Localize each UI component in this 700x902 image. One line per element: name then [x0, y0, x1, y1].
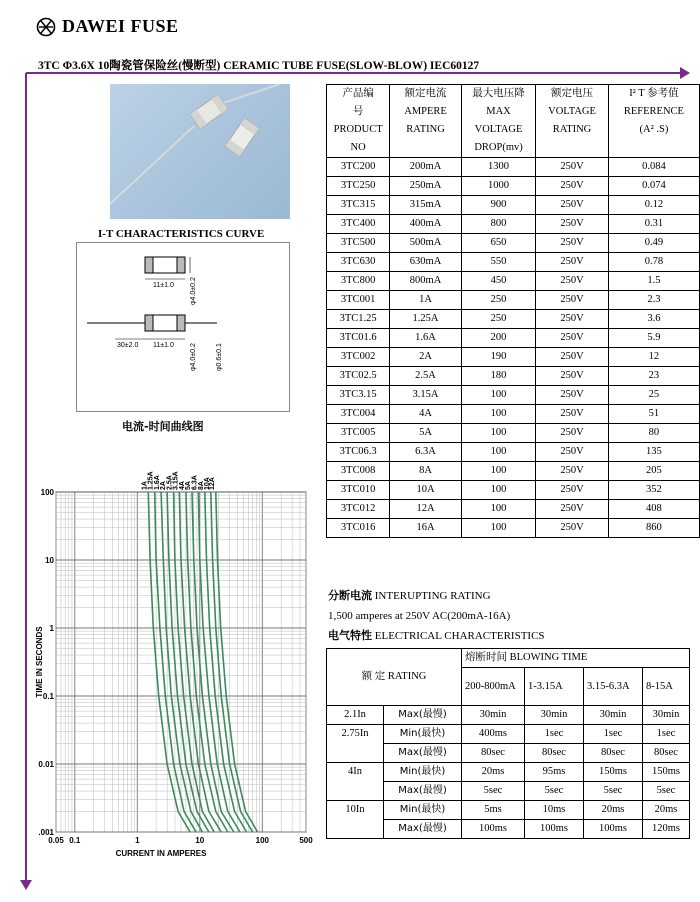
spec-cell: 1000: [461, 177, 535, 196]
spec-cell: 100: [461, 462, 535, 481]
blowing-time-cell: 400ms: [462, 725, 525, 744]
rating-cell: 4In: [327, 763, 384, 801]
spec-cell: 250V: [536, 329, 609, 348]
series-label: 1.25A: [147, 471, 155, 490]
interrupting-section: [328, 586, 545, 646]
spec-cell: 250V: [536, 462, 609, 481]
blowing-time-cell: 100ms: [462, 820, 525, 839]
spec-cell: 100: [461, 500, 535, 519]
y-tick-label: 0.01: [38, 760, 54, 769]
range-header-cell: 3.15-6.3A: [584, 668, 643, 706]
spec-header-line: 额定电压: [551, 88, 594, 99]
series-label: 4A: [178, 481, 186, 490]
spec-cell: 3TC010: [327, 481, 390, 500]
interrupting-label-cn: 分断电流: [328, 589, 372, 602]
spec-header-line: I² T 参考值: [629, 88, 679, 99]
blowing-time-header: 熔断时间 BLOWING TIME: [462, 649, 690, 668]
spec-cell: 250V: [536, 291, 609, 310]
spec-cell: 12: [608, 348, 699, 367]
blowing-time-cell: 80sec: [525, 744, 584, 763]
spec-header-line: 产品编: [342, 88, 374, 99]
range-header-cell: 8-15A: [643, 668, 690, 706]
table-row: [327, 177, 700, 196]
spec-cell: 190: [461, 348, 535, 367]
elec-label-cn: 电气特性: [328, 629, 372, 642]
spec-cell: 400mA: [390, 215, 462, 234]
spec-cell: 550: [461, 253, 535, 272]
spec-cell: 3TC01.6: [327, 329, 390, 348]
spec-header-cell: [461, 85, 535, 158]
spec-cell: 3TC800: [327, 272, 390, 291]
spec-cell: 3TC001: [327, 291, 390, 310]
spec-cell: 860: [608, 519, 699, 538]
table-row: [327, 367, 700, 386]
series-label: 1A: [141, 481, 149, 490]
spec-cell: 250V: [536, 158, 609, 177]
spec-cell: 630mA: [390, 253, 462, 272]
table-row: [327, 706, 690, 725]
spec-cell: 6.3A: [390, 443, 462, 462]
condition-cell: Max(最慢): [384, 820, 462, 839]
condition-cell: Max(最慢): [384, 706, 462, 725]
blowing-time-cell: 5sec: [643, 782, 690, 801]
table-row: [327, 462, 700, 481]
blowing-time-cell: 20ms: [643, 801, 690, 820]
spec-cell: 100: [461, 405, 535, 424]
blowing-time-cell: 20ms: [584, 801, 643, 820]
dim-diameter-1: φ4.0±0.2: [190, 277, 197, 305]
horizontal-guide-line: [26, 72, 686, 74]
spec-cell: 3TC002: [327, 348, 390, 367]
spec-cell: 100: [461, 481, 535, 500]
table-row: [327, 725, 690, 744]
blowing-time-cell: 30min: [462, 706, 525, 725]
spec-cell: 3TC06.3: [327, 443, 390, 462]
spec-cell: 500mA: [390, 234, 462, 253]
dim-top-length: 11±1.0: [153, 282, 174, 289]
spec-cell: 250V: [536, 386, 609, 405]
spec-cell: 16A: [390, 519, 462, 538]
spec-cell: 250V: [536, 196, 609, 215]
table-row: [327, 519, 700, 538]
spec-cell: 3TC005: [327, 424, 390, 443]
rating-header: 额 定 RATING: [327, 649, 462, 706]
spec-cell: 100: [461, 386, 535, 405]
spec-cell: 3TC500: [327, 234, 390, 253]
dim-body-length: 11±1.0: [153, 342, 174, 349]
spec-cell: 800: [461, 215, 535, 234]
blowing-time-cell: 120ms: [643, 820, 690, 839]
spec-cell: 100: [461, 519, 535, 538]
spec-cell: 2.5A: [390, 367, 462, 386]
spec-cell: 250: [461, 291, 535, 310]
x-tick-label: 10: [195, 836, 205, 845]
spec-cell: 1300: [461, 158, 535, 177]
spec-cell: 205: [608, 462, 699, 481]
spec-cell: 250V: [536, 481, 609, 500]
spec-cell: 250V: [536, 310, 609, 329]
table-row: [327, 763, 690, 782]
table-row: [327, 443, 700, 462]
blowing-time-cell: 100ms: [525, 820, 584, 839]
spec-header-cell: [327, 85, 390, 158]
rating-cell: 10In: [327, 801, 384, 839]
spec-header-line: (A² .S): [639, 124, 669, 135]
spec-cell: 250V: [536, 500, 609, 519]
series-label: 3.15A: [172, 471, 180, 490]
spec-header-line: DROP(mv): [474, 142, 523, 153]
table-row: [327, 196, 700, 215]
y-tick-label: 1: [49, 624, 54, 633]
spec-header-cell: [390, 85, 462, 158]
series-label: 2.5A: [166, 475, 174, 490]
spec-cell: 1A: [390, 291, 462, 310]
spec-cell: 352: [608, 481, 699, 500]
spec-cell: 450: [461, 272, 535, 291]
dim-lead-length: 30±2.0: [117, 342, 139, 349]
interrupting-label-en: INTERUPTING RATING: [374, 590, 491, 602]
y-axis-label: TIME IN SECONDS: [35, 626, 44, 698]
table-row: [327, 215, 700, 234]
dimension-drawing: [76, 242, 290, 412]
blowing-time-cell: 5sec: [462, 782, 525, 801]
dim-diameter-2: φ4.0±0.2: [190, 343, 197, 371]
spec-cell: 0.49: [608, 234, 699, 253]
blowing-time-cell: 80sec: [643, 744, 690, 763]
spec-cell: 0.12: [608, 196, 699, 215]
spec-cell: 5A: [390, 424, 462, 443]
condition-cell: Max(最慢): [384, 782, 462, 801]
y-tick-label: 0.1: [42, 692, 54, 701]
brand-logo: [36, 16, 179, 37]
table-row: [327, 158, 700, 177]
interrupting-value: 1,500 amperes at 250V AC(200mA-16A): [328, 610, 511, 622]
table-row: [327, 291, 700, 310]
spec-cell: 100: [461, 443, 535, 462]
spec-cell: 3TC315: [327, 196, 390, 215]
spec-cell: 408: [608, 500, 699, 519]
blowing-time-cell: 100ms: [584, 820, 643, 839]
spec-cell: 3.6: [608, 310, 699, 329]
y-tick-label: 10: [45, 556, 54, 565]
x-tick-label: 100: [255, 836, 269, 845]
rating-cell: 2.75In: [327, 725, 384, 763]
spec-cell: 900: [461, 196, 535, 215]
table-row: [327, 801, 690, 820]
blowing-time-cell: 1sec: [584, 725, 643, 744]
brand-name: DAWEI FUSE: [62, 16, 179, 36]
blowing-time-cell: 5ms: [462, 801, 525, 820]
elec-label-en: ELECTRICAL CHARACTERISTICS: [374, 630, 545, 642]
spec-cell: 3TC004: [327, 405, 390, 424]
x-tick-label: 0.05: [48, 836, 64, 845]
spec-cell: 3TC02.5: [327, 367, 390, 386]
x-tick-label: 1: [135, 836, 140, 845]
range-header-cell: 1-3.15A: [525, 668, 584, 706]
spec-cell: 180: [461, 367, 535, 386]
blowing-time-cell: 1sec: [525, 725, 584, 744]
spec-header-cell: [608, 85, 699, 158]
spec-cell: 200: [461, 329, 535, 348]
blowing-time-cell: 150ms: [643, 763, 690, 782]
spec-cell: 3.15A: [390, 386, 462, 405]
spec-header-line: REFERENCE: [623, 106, 684, 117]
spec-cell: 3TC012: [327, 500, 390, 519]
spec-cell: 3TC1.25: [327, 310, 390, 329]
spec-cell: 200mA: [390, 158, 462, 177]
spec-cell: 51: [608, 405, 699, 424]
current-time-caption: 电流-时间曲线图: [122, 420, 204, 433]
table-row: [327, 500, 700, 519]
blowing-time-cell: 30min: [525, 706, 584, 725]
spec-cell: 250V: [536, 215, 609, 234]
spec-cell: 1.6A: [390, 329, 462, 348]
spec-cell: 0.31: [608, 215, 699, 234]
condition-cell: Max(最慢): [384, 744, 462, 763]
spec-cell: 250: [461, 310, 535, 329]
product-photo: [110, 84, 290, 219]
table-row: [327, 481, 700, 500]
table-row: [327, 272, 700, 291]
spec-header-line: 额定电流: [404, 88, 447, 99]
spec-header-line: 最大电压降: [472, 88, 525, 99]
spec-cell: 3TC016: [327, 519, 390, 538]
spec-header-line: MAX: [486, 106, 511, 117]
spec-cell: 3TC400: [327, 215, 390, 234]
spec-cell: 250V: [536, 443, 609, 462]
spec-cell: 250V: [536, 348, 609, 367]
spec-header-line: VOLTAGE: [548, 106, 596, 117]
spec-header-line: 号: [352, 106, 364, 117]
spec-cell: 250V: [536, 405, 609, 424]
blowing-time-cell: 5sec: [525, 782, 584, 801]
spec-cell: 1.5: [608, 272, 699, 291]
table-row: [327, 405, 700, 424]
spec-cell: 3TC250: [327, 177, 390, 196]
condition-cell: Min(最快): [384, 725, 462, 744]
condition-cell: Min(最快): [384, 763, 462, 782]
elec-table: [326, 648, 690, 839]
blowing-time-cell: 20ms: [462, 763, 525, 782]
it-chart: [34, 460, 324, 860]
blowing-time-cell: 150ms: [584, 763, 643, 782]
blowing-time-cell: 10ms: [525, 801, 584, 820]
spec-cell: 3TC008: [327, 462, 390, 481]
down-arrow-icon: [20, 880, 32, 890]
blowing-time-cell: 5sec: [584, 782, 643, 801]
spec-cell: 10A: [390, 481, 462, 500]
spec-cell: 12A: [390, 500, 462, 519]
blowing-time-cell: 95ms: [525, 763, 584, 782]
table-row: [327, 348, 700, 367]
blowing-time-cell: 80sec: [584, 744, 643, 763]
blowing-time-cell: 1sec: [643, 725, 690, 744]
range-header-cell: 200-800mA: [462, 668, 525, 706]
spec-cell: 4A: [390, 405, 462, 424]
series-label: 12A: [208, 477, 216, 490]
it-curve-caption: I-T CHARACTERISTICS CURVE: [98, 228, 265, 240]
y-tick-label: .001: [38, 828, 54, 837]
spec-cell: 3TC3.15: [327, 386, 390, 405]
table-row: [327, 253, 700, 272]
vertical-guide-line: [25, 73, 27, 883]
x-axis-label: CURRENT IN AMPERES: [115, 849, 207, 858]
x-tick-label: 500: [299, 836, 313, 845]
spec-cell: 0.074: [608, 177, 699, 196]
series-label: 1.6A: [154, 475, 162, 490]
spec-cell: 250V: [536, 177, 609, 196]
spec-cell: 0.78: [608, 253, 699, 272]
spec-cell: 100: [461, 424, 535, 443]
spec-cell: 1.25A: [390, 310, 462, 329]
page-subtitle: 3TC Φ3.6X 10陶瓷管保险丝(慢断型) CERAMIC TUBE FUSE(SLOW-BLOW) IEC60127: [38, 60, 480, 72]
table-row: [327, 234, 700, 253]
table-row: [327, 310, 700, 329]
spec-header-line: RATING: [406, 124, 445, 135]
rating-cell: 2.1In: [327, 706, 384, 725]
spec-cell: 250V: [536, 367, 609, 386]
table-row: [327, 329, 700, 348]
spec-cell: 250mA: [390, 177, 462, 196]
table-row: [327, 386, 700, 405]
spec-header-cell: [536, 85, 609, 158]
dim-lead-diameter: φ0.6±0.1: [216, 343, 223, 371]
condition-cell: Min(最快): [384, 801, 462, 820]
spec-header-line: RATING: [552, 124, 592, 135]
spec-cell: 3TC200: [327, 158, 390, 177]
logo-icon: [36, 17, 56, 37]
spec-cell: 0.084: [608, 158, 699, 177]
series-label: 2A: [160, 481, 168, 490]
series-label: 10A: [203, 477, 211, 490]
spec-cell: 250V: [536, 253, 609, 272]
blowing-time-cell: 80sec: [462, 744, 525, 763]
table-row: [327, 424, 700, 443]
spec-cell: 250V: [536, 234, 609, 253]
spec-cell: 25: [608, 386, 699, 405]
spec-header-line: PRODUCT: [333, 124, 383, 135]
y-tick-label: 100: [40, 488, 54, 497]
right-arrow-icon: [680, 67, 690, 79]
series-label: 5A: [185, 481, 193, 490]
spec-cell: 800mA: [390, 272, 462, 291]
spec-table: [326, 84, 700, 538]
spec-cell: 8A: [390, 462, 462, 481]
spec-header-line: AMPERE: [404, 106, 447, 117]
x-tick-label: 0.1: [69, 836, 81, 845]
spec-header-line: NO: [350, 142, 366, 153]
spec-cell: 2A: [390, 348, 462, 367]
spec-cell: 3TC630: [327, 253, 390, 272]
blowing-time-cell: 30min: [643, 706, 690, 725]
spec-cell: 250V: [536, 519, 609, 538]
spec-header-row: [327, 85, 700, 158]
spec-cell: 250V: [536, 424, 609, 443]
spec-cell: 135: [608, 443, 699, 462]
spec-cell: 250V: [536, 272, 609, 291]
spec-cell: 5.9: [608, 329, 699, 348]
spec-cell: 23: [608, 367, 699, 386]
series-label: 6.3A: [191, 475, 199, 490]
series-label: 8A: [197, 481, 205, 490]
spec-cell: 650: [461, 234, 535, 253]
spec-cell: 80: [608, 424, 699, 443]
blowing-time-cell: 30min: [584, 706, 643, 725]
spec-header-line: VOLTAGE: [474, 124, 523, 135]
spec-cell: 315mA: [390, 196, 462, 215]
spec-cell: 2.3: [608, 291, 699, 310]
